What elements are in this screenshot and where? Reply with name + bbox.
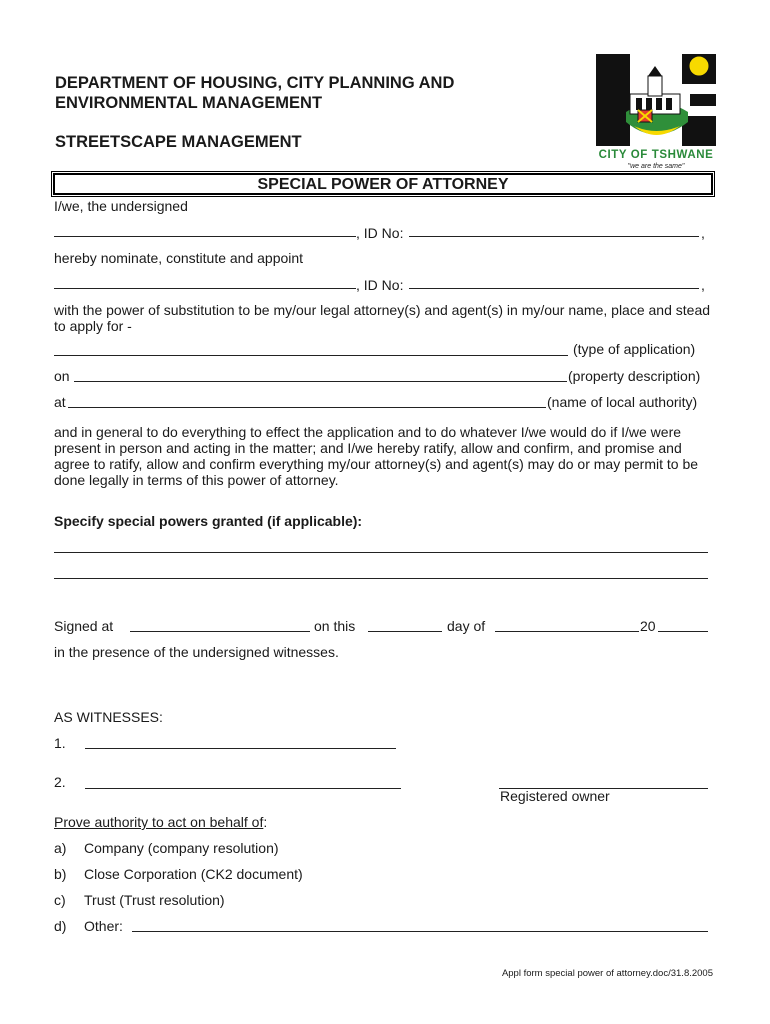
special-powers-label: Specify special powers granted (if applicable): (54, 513, 363, 529)
option-b-letter: b) (54, 866, 67, 882)
general-powers-text: and in general to do everything to effect the application and to do whatever I/we would do if I/we were present in person and acting in the matter; and I/we hereby ratify, allow and confirm, and promise and agree to ratify, allow and confirm everything my/our attorney(s) and agent(s) may do or may permit to be done legally in terms of this power of attorney. (54, 424, 699, 488)
option-d-text: Other: (84, 918, 123, 934)
option-b-text: Close Corporation (CK2 document) (84, 866, 303, 882)
footer-reference: Appl form special power of attorney.doc/31.8.2005 (501, 968, 713, 979)
month-field[interactable] (495, 631, 639, 632)
nominate-text: hereby nominate, constitute and appoint (54, 250, 304, 266)
day-field[interactable] (368, 631, 442, 632)
undersigned-label: I/we, the undersigned (54, 198, 188, 214)
option-c-text: Trust (Trust resolution) (84, 892, 225, 908)
on-label: on (54, 368, 70, 384)
id-label-2: , ID No: (356, 277, 404, 293)
local-authority-field[interactable] (68, 407, 546, 408)
special-powers-field-2[interactable] (54, 578, 708, 579)
city-of-tshwane-logo (596, 52, 716, 150)
year-prefix: 20 (640, 618, 656, 634)
other-authority-field[interactable] (132, 931, 708, 932)
section-title: STREETSCAPE MANAGEMENT (55, 133, 302, 151)
attorney-id-field[interactable] (409, 288, 699, 289)
day-of-label: day of (447, 618, 486, 634)
logo-emblem-icon (596, 52, 716, 150)
presence-text: in the presence of the undersigned witnesses. (54, 644, 339, 660)
type-of-application-field[interactable] (54, 355, 568, 356)
undersigned-name-field[interactable] (54, 236, 356, 237)
at-label: at (54, 394, 66, 410)
option-d-letter: d) (54, 918, 67, 934)
signed-at-field[interactable] (130, 631, 310, 632)
registered-owner-label: Registered owner (500, 788, 610, 804)
department-title-line-1: DEPARTMENT OF HOUSING, CITY PLANNING AND (55, 74, 455, 92)
witness-1-number: 1. (54, 735, 66, 751)
property-description-label: (property description) (568, 368, 701, 384)
id-label-1: , ID No: (356, 225, 404, 241)
comma-2: , (701, 277, 705, 293)
option-a-text: Company (company resolution) (84, 840, 279, 856)
on-this-label: on this (314, 618, 356, 634)
witnesses-label: AS WITNESSES: (54, 709, 163, 725)
undersigned-id-field[interactable] (409, 236, 699, 237)
attorney-name-field[interactable] (54, 288, 356, 289)
substitution-text: with the power of substitution to be my/our legal attorney(s) and agent(s) in my/our name, place and stead to apply for - (54, 302, 711, 334)
logo-slogan: "we are the same" (627, 163, 685, 170)
prove-authority-heading (54, 814, 267, 830)
signed-at-label: Signed at (54, 618, 114, 634)
property-description-field[interactable] (74, 381, 567, 382)
prove-authority-underlined: Prove authority to act on behalf of (54, 814, 264, 830)
witness-2-number: 2. (54, 774, 66, 790)
local-authority-label: (name of local authority) (547, 394, 698, 410)
prove-authority-colon: : (263, 814, 268, 830)
comma-1: , (701, 225, 705, 241)
special-powers-field-1[interactable] (54, 552, 708, 553)
form-title: SPECIAL POWER OF ATTORNEY (257, 176, 509, 193)
type-of-application-label: (type of application) (573, 341, 696, 357)
witness-1-signature-field[interactable] (85, 748, 396, 749)
witness-2-signature-field[interactable] (85, 788, 401, 789)
option-c-letter: c) (54, 892, 66, 908)
logo-city-name: CITY OF TSHWANE (598, 149, 714, 161)
form-title-box (53, 173, 713, 195)
option-a-letter: a) (54, 840, 67, 856)
department-title-line-2: ENVIRONMENTAL MANAGEMENT (55, 94, 323, 112)
year-field[interactable] (658, 631, 708, 632)
